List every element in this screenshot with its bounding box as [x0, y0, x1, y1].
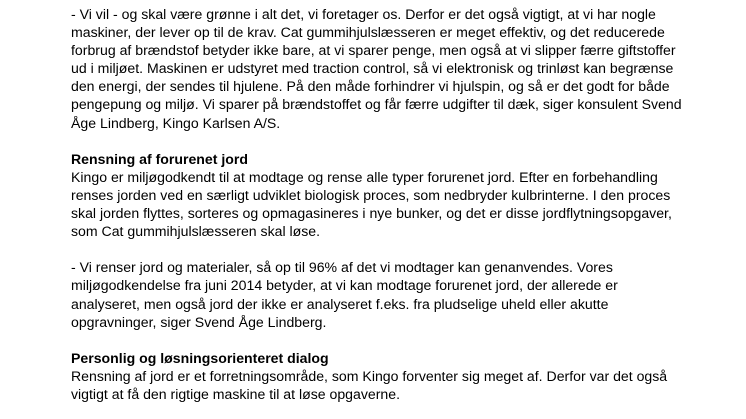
document-page [71, 5, 731, 403]
text-line: opgravninger, siger Svend Åge Lindberg. [71, 313, 327, 330]
text-line: miljøgodkendelse fra juni 2014 betyder, at vi kan modtage forurenet jord, der allerede er [71, 277, 618, 294]
paragraph-spacer [71, 240, 731, 258]
text-line: forbrug af brændstof betyder ikke bare, at vi sparer penge, men også at vi slipper færre giftstoffer [71, 42, 676, 59]
section-heading: Rensning af forurenet jord [71, 150, 248, 167]
text-line: ud i miljøet. Maskinen er udstyret med traction control, så vi elektronisk og trinløst kan begrænse [71, 60, 674, 77]
section-dialog [71, 349, 731, 403]
paragraph-spacer [71, 132, 731, 150]
section-heading: Personlig og løsningsorienteret dialog [71, 349, 329, 366]
text-line: analyseret, men også jord der ikke er analyseret f.eks. fra pludselige uheld eller akutte [71, 295, 609, 312]
text-line: Rensning af jord er et forretningsområde, som Kingo forventer sig meget af. Derfor var det også [71, 367, 668, 384]
text-line: som Cat gummihjulslæsseren skal løse. [71, 223, 321, 240]
text-line: Åge Lindberg, Kingo Karlsen A/S. [71, 114, 281, 131]
text-line: pengepung og miljø. Vi sparer på brændstoffet og får færre udgifter til dæk, siger konsulent Svend [71, 96, 682, 113]
quote-paragraph-1 [71, 5, 731, 132]
quote-paragraph-2 [71, 258, 731, 330]
text-line: skal jorden flyttes, sorteres og opmagasineres i nye bunker, og det er disse jordflytningsopgaver, [71, 205, 672, 222]
text-line: vigtigt at få den rigtige maskine til at løse opgaverne. [71, 385, 401, 402]
text-line: den energi, der sendes til hjulene. På den måde forhindrer vi hjulspin, og så er det godt for både [71, 78, 670, 95]
text-line: - Vi renser jord og materialer, så op til 96% af det vi modtager kan genanvendes. Vores [71, 259, 613, 276]
paragraph-spacer [71, 331, 731, 349]
text-line: renses jorden ved en særligt udviklet biologisk proces, som nedbryder kulbrinterne. I den proces [71, 186, 671, 203]
text-line: maskiner, der lever op til de krav. Cat gummihjulslæsseren er meget effektiv, og det reducerede [71, 24, 665, 41]
text-line: - Vi vil - og skal være grønne i alt det, vi foretager os. Derfor er det også vigtigt, at vi har nogle [71, 6, 656, 22]
section-rensning [71, 150, 731, 240]
text-line: Kingo er miljøgodkendt til at modtage og rense alle typer forurenet jord. Efter en forbehandling [71, 168, 658, 185]
